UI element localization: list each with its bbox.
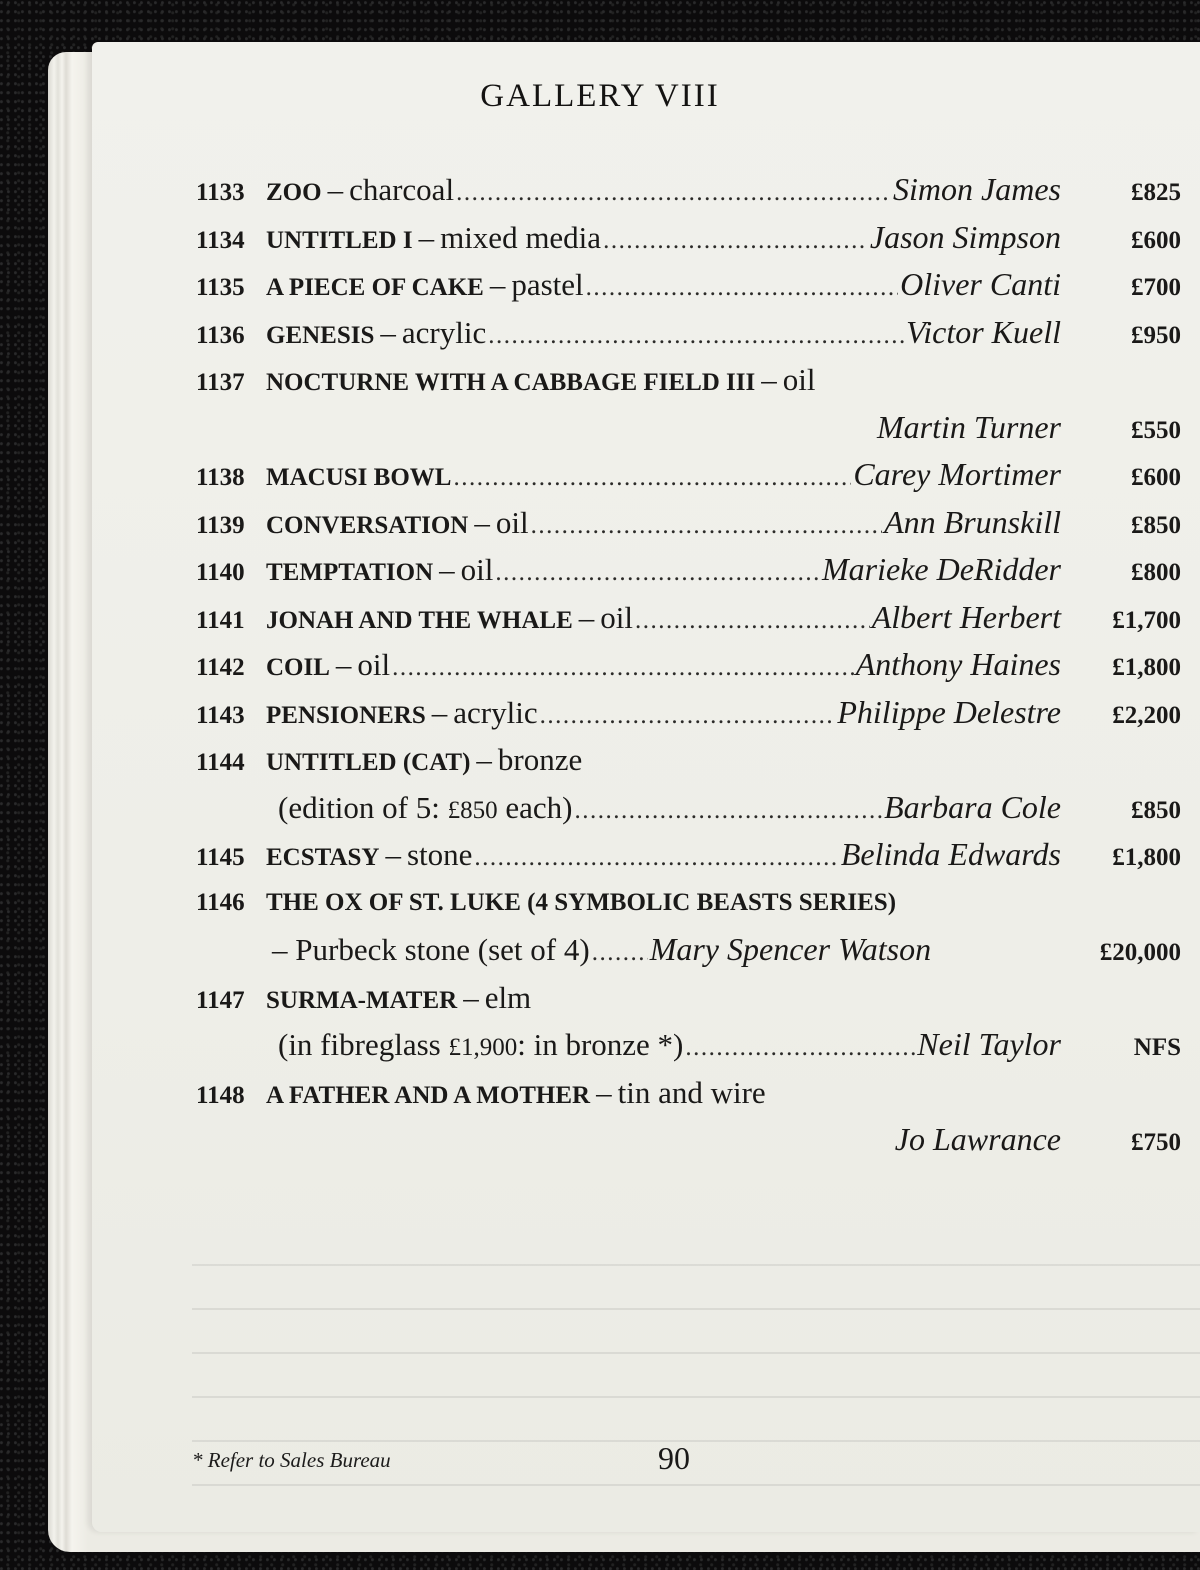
dash: –	[335, 647, 352, 682]
show-through-text	[192, 1222, 1200, 1482]
entry-artist: Marieke DeRidder	[821, 551, 1061, 587]
dash: –	[327, 172, 344, 207]
catalogue-entry	[196, 689, 1181, 737]
entry-artist: Barbara Cole	[884, 788, 1061, 825]
dot-leader	[488, 312, 904, 360]
catalogue-entry	[196, 641, 1181, 689]
entry-artist: Jo Lawrance	[894, 1121, 1061, 1157]
catalogue-entry	[196, 166, 1181, 214]
entry-price: £2,200	[1112, 701, 1181, 729]
entry-number: 1145	[196, 844, 245, 871]
entry-medium: oil	[357, 647, 391, 682]
entry-artist: Mary Spencer Watson	[649, 931, 932, 967]
entry-medium: oil	[460, 552, 494, 587]
entry-detail	[278, 784, 572, 835]
dot-leader	[586, 264, 898, 312]
entry-medium: elm	[484, 979, 532, 1015]
dash: –	[474, 504, 490, 540]
entry-artist: Belinda Edwards	[840, 836, 1061, 872]
entry-artist: Martin Turner	[876, 408, 1061, 445]
entry-number: 1144	[196, 749, 245, 776]
dash: –	[380, 314, 396, 350]
entry-title: ECSTASY	[266, 844, 380, 871]
entry-artist: Simon James	[893, 171, 1061, 207]
entry-number: 1147	[196, 986, 245, 1014]
dash: –	[463, 979, 479, 1015]
catalogue-entry	[196, 356, 1181, 404]
detail-text: each)	[497, 789, 573, 825]
dash: –	[578, 599, 595, 635]
entry-title: A FATHER AND A MOTHER	[266, 1081, 591, 1109]
dot-leader	[453, 454, 851, 502]
entry-price: £750	[1131, 1129, 1181, 1156]
entry-number: 1137	[196, 369, 245, 396]
entry-title: SURMA-MATER	[266, 986, 458, 1014]
entry-number: 1148	[196, 1081, 245, 1109]
entry-price: £825	[1131, 179, 1181, 206]
dot-leader	[685, 1024, 915, 1072]
entry-number: 1134	[196, 226, 245, 254]
entry-number: 1140	[196, 559, 245, 586]
entry-title: NOCTURNE WITH A CABBAGE FIELD III	[266, 369, 756, 396]
entry-medium: oil	[495, 504, 529, 540]
entry-medium: acrylic	[453, 694, 538, 730]
dot-leader	[540, 692, 836, 740]
entry-price: £950	[1131, 321, 1181, 349]
entry-number: 1146	[196, 888, 245, 916]
entry-title: THE OX OF ST. LUKE (4 SYMBOLIC BEASTS SERIES)	[266, 888, 897, 916]
dot-leader	[495, 549, 820, 597]
entry-title: JONAH AND THE WHALE	[266, 606, 573, 634]
entry-number: 1143	[196, 701, 245, 729]
dot-leader	[456, 169, 891, 217]
catalogue-entry-continuation	[196, 926, 1181, 974]
entry-price: £1,700	[1112, 606, 1181, 634]
catalogue-entry	[196, 879, 1181, 927]
dash: –	[761, 362, 777, 397]
dash: –	[431, 694, 448, 730]
dash: –	[596, 1074, 612, 1110]
entry-artist: Victor Kuell	[906, 313, 1061, 350]
catalogue-entry	[196, 309, 1181, 357]
entry-detail	[278, 1021, 683, 1072]
detail-text: : in bronze *)	[517, 1027, 684, 1062]
detail-price: £1,900	[448, 1034, 518, 1061]
catalogue-entry	[196, 736, 1181, 784]
entry-price: £800	[1131, 559, 1181, 586]
entry-medium: acrylic	[401, 314, 487, 350]
catalogue-entry	[196, 546, 1181, 594]
catalogue-entry	[196, 499, 1181, 547]
entry-medium: mixed media	[440, 219, 602, 255]
entry-detail: – Purbeck stone (set of 4)	[272, 932, 590, 967]
footnote: * Refer to Sales Bureau	[192, 1448, 391, 1472]
catalogue-entry-continuation	[196, 1021, 1181, 1069]
dot-leader	[392, 644, 854, 692]
entry-title: MACUSI BOWL	[266, 464, 452, 491]
catalogue-entry-continuation	[196, 1116, 1181, 1164]
entry-number: 1141	[196, 606, 245, 634]
entry-artist: Jason Simpson	[869, 218, 1061, 255]
page-number: 90	[658, 1440, 690, 1476]
catalogue-entry	[196, 594, 1181, 642]
entry-price: £20,000	[1099, 939, 1181, 966]
catalogue-entry-continuation	[196, 404, 1181, 452]
entry-medium: oil	[600, 599, 634, 635]
entry-title: CONVERSATION	[266, 511, 469, 539]
catalogue-list	[196, 166, 1181, 1164]
entry-medium: tin and wire	[617, 1074, 766, 1110]
entry-price: £850	[1131, 796, 1181, 824]
dash: –	[439, 552, 455, 587]
entry-price: £1,800	[1112, 654, 1181, 681]
entry-artist: Philippe Delestre	[837, 693, 1061, 730]
dash: –	[476, 742, 492, 777]
entry-title: A PIECE OF CAKE	[266, 274, 484, 301]
entry-price: £550	[1131, 416, 1181, 444]
catalogue-entry	[196, 214, 1181, 262]
entry-number: 1139	[196, 511, 245, 539]
entry-artist: Neil Taylor	[917, 1026, 1061, 1062]
entry-title: GENESIS	[266, 321, 375, 349]
dot-leader	[531, 502, 883, 550]
entry-artist: Anthony Haines	[855, 646, 1061, 682]
entry-price: £850	[1131, 511, 1181, 539]
detail-price: £850	[447, 796, 498, 824]
entry-artist: Oliver Canti	[900, 266, 1061, 302]
entry-artist: Ann Brunskill	[884, 503, 1061, 540]
detail-text: (in fibreglass	[278, 1027, 449, 1062]
entry-number: 1138	[196, 464, 245, 491]
dot-leader	[603, 217, 868, 265]
entry-title: COIL	[266, 654, 330, 681]
entry-medium: pastel	[511, 267, 584, 302]
entry-number: 1142	[196, 654, 245, 681]
entry-artist: Albert Herbert	[871, 598, 1061, 635]
entry-number: 1136	[196, 321, 245, 349]
entry-price: £700	[1131, 274, 1181, 301]
catalogue-entry	[196, 831, 1181, 879]
dash: –	[489, 267, 506, 302]
dash: –	[418, 219, 435, 255]
catalogue-entry	[196, 451, 1181, 499]
dot-leader	[574, 787, 882, 835]
entry-medium: oil	[782, 362, 816, 397]
entry-title: UNTITLED I	[266, 226, 413, 254]
entry-title: TEMPTATION	[266, 559, 434, 586]
catalogue-entry-continuation	[196, 784, 1181, 832]
entry-medium: stone	[406, 837, 473, 872]
entry-title: ZOO	[266, 179, 322, 206]
entry-title: UNTITLED (CAT)	[266, 749, 471, 776]
catalogue-entry	[196, 261, 1181, 309]
entry-price: £600	[1131, 464, 1181, 491]
entry-number: 1133	[196, 179, 245, 206]
detail-text: (edition of 5:	[278, 789, 448, 825]
entry-artist: Carey Mortimer	[853, 456, 1061, 492]
dot-leader	[592, 929, 648, 977]
entry-title: PENSIONERS	[266, 701, 426, 729]
entry-number: 1135	[196, 274, 245, 301]
entry-medium: bronze	[497, 742, 583, 777]
entry-price: £600	[1131, 226, 1181, 254]
catalogue-entry	[196, 974, 1181, 1022]
dot-leader	[635, 597, 870, 645]
entry-price: NFS	[1133, 1034, 1181, 1061]
page-heading: GALLERY VIII	[480, 78, 720, 114]
entry-medium: charcoal	[349, 172, 455, 207]
dot-leader	[474, 834, 838, 882]
dash: –	[385, 837, 401, 872]
catalogue-entry	[196, 1069, 1181, 1117]
entry-price: £1,800	[1112, 844, 1181, 871]
